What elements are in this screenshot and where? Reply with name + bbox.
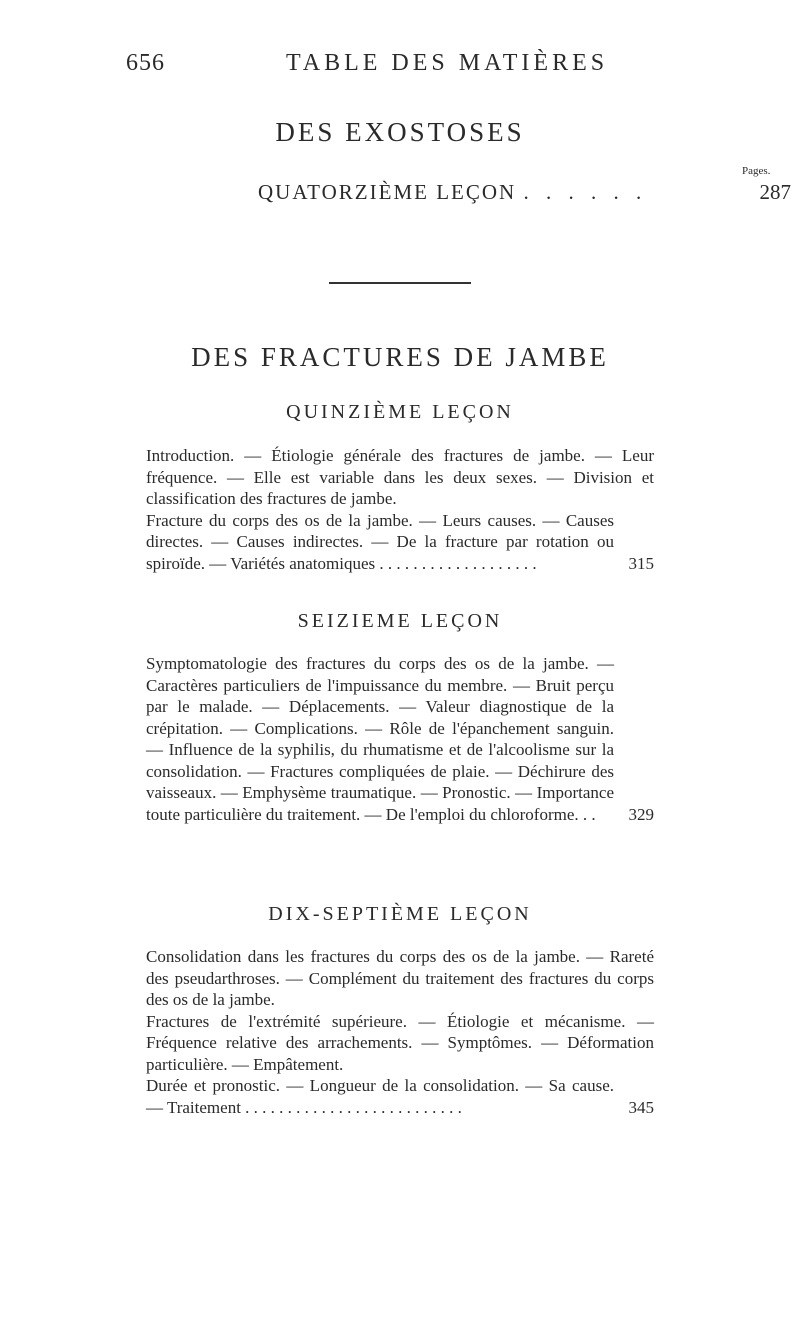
lesson-title-dix-septieme: DIX-SEPTIÈME LEÇON xyxy=(268,903,532,925)
lesson-title-seizieme: SEIZIEME LEÇON xyxy=(297,610,503,632)
section-title-fractures: DES FRACTURES DE JAMBE xyxy=(191,342,609,372)
lesson-title: QUATORZIÈME LEÇON xyxy=(258,180,517,204)
entry-text: Symptomatologie des fractures du corps des os de la jambe. — Caractères particuliers de l'impuissance du membre. — Bruit perçu par le malade. — Déplacements. — Valeur diagnostique de la crépitation. — Complications. — Rôle de l'épanchement sanguin. — Influence de la syphilis, du rhumatisme et de l'alcoolisme sur la consolidation. — Fractures compliquées de plaie. — Déchirure des vaisseaux. — Emphysème traumatique. — Pronostic. — Importance toute particulière du traitement. — De l'emploi du chloroforme. . . xyxy=(146,654,614,824)
entry-paragraph: Introduction. — Étiologie générale des fractures de jambe. — Leur fréquence. — Elle est variable dans les deux sexes. — Division et classification des fractures de jambe. xyxy=(146,446,654,508)
page-number: 656 xyxy=(126,50,165,76)
section-title-exostoses: DES EXOSTOSES xyxy=(275,117,525,147)
entry-text: Fracture du corps des os de la jambe. — Leurs causes. — Causes directes. — Causes indirectes. — De la fracture par rotation ou spiroïde. — Variétés anatomiques . . . . . . . . . . . . . . . . . . . xyxy=(146,510,614,573)
entry-paragraph-last xyxy=(146,1075,654,1118)
running-title: TABLE DES MATIÈRES xyxy=(286,50,609,76)
running-head xyxy=(126,50,676,90)
toc-entry-quinzieme xyxy=(146,445,654,574)
page-reference: 345 xyxy=(628,1097,654,1117)
entry-text: Durée et pronostic. — Longueur de la consolidation. — Sa cause. — Traitement . . . . . . . . . . . . . . . . . . . . . . . . . . xyxy=(146,1076,614,1117)
leader-dots: . . . . . . xyxy=(523,180,648,204)
section-divider xyxy=(329,282,471,284)
lesson-title-quinzieme: QUINZIÈME LEÇON xyxy=(286,401,514,423)
entry-paragraph: Fractures de l'extrémité supérieure. — Étiologie et mécanisme. — Fréquence relative des arrachements. — Symptômes. — Déformation particulière. — Empâtement. xyxy=(146,1011,654,1074)
pages-column-label: Pages. xyxy=(742,165,771,177)
toc-entry-seizieme xyxy=(146,653,654,825)
entry-paragraph: Consolidation dans les fractures du corps des os de la jambe. — Rareté des pseudarthroses. — Complément du traitement des fractures du corps des os de la jambe. xyxy=(146,947,654,1009)
entry-paragraph-last xyxy=(146,510,654,575)
page-reference: 315 xyxy=(628,553,654,573)
toc-entry-dix-septieme xyxy=(146,946,654,1118)
toc-entry-quatorzieme xyxy=(258,180,791,205)
entry-paragraph-last xyxy=(146,653,654,825)
page-reference: 287 xyxy=(759,180,791,204)
page-reference: 329 xyxy=(628,804,654,824)
